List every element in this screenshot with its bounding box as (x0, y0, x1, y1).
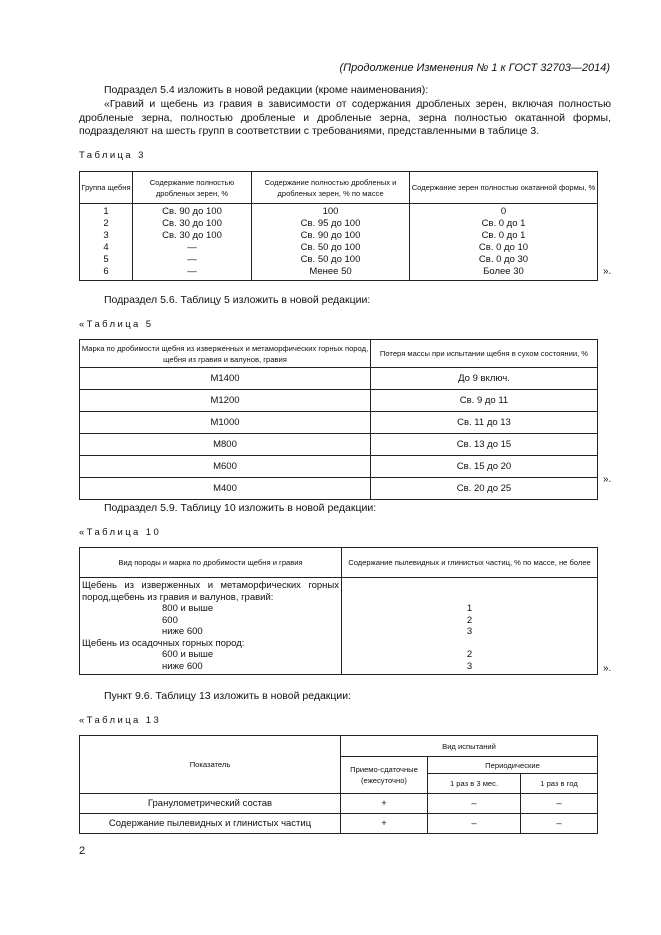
table-row (80, 814, 598, 834)
t13-header-indicator: Показатель (80, 736, 341, 794)
t10-value: 2 (466, 614, 473, 626)
t5-grade: М600 (80, 456, 371, 478)
page-number: 2 (79, 845, 86, 857)
t13-3-months: – (428, 794, 521, 814)
t10-group-sedimentary: Щебень из осадочных горных пород: (82, 637, 245, 649)
table-row (80, 368, 598, 390)
t13-year: – (521, 814, 598, 834)
t10-item: 600 и выше (162, 649, 214, 660)
t5-loss: Св. 15 до 20 (371, 456, 598, 478)
t10-item: 600 (162, 614, 178, 626)
t13-3-months: – (428, 814, 521, 834)
table-row (80, 456, 598, 478)
t13-header-acceptance: Приемо-сдаточные (ежесуточно) (341, 757, 428, 794)
t10-value: 3 (466, 626, 473, 637)
table-row (80, 434, 598, 456)
t10-header-content: Содержание пылевидных и глинистых частиц, % по массе, не более (342, 548, 598, 578)
t13-header-year: 1 раз в год (521, 774, 598, 794)
t5-grade: М400 (80, 478, 371, 500)
t5-end-quote: ». (603, 474, 612, 485)
t3-header-crushed: Содержание полностью дробленых и дробленых зерен, % по массе (252, 172, 410, 204)
t5-grade: М1400 (80, 368, 371, 390)
t10-value: 3 (466, 660, 473, 672)
table-13-caption: «Таблица 13 (79, 715, 162, 726)
t10-value: 2 (466, 649, 473, 660)
t13-year: – (521, 794, 598, 814)
t10-item: 800 и выше (162, 603, 214, 614)
t13-header-periodic: Периодические (428, 757, 598, 774)
t5-loss: Св. 13 до 15 (371, 434, 598, 456)
t13-acceptance: + (341, 794, 428, 814)
table-3-caption: Таблица 3 (79, 150, 146, 161)
table-row (80, 390, 598, 412)
paragraph-5-4: Подраздел 5.4 изложить в новой редакции (кроме наименования): (104, 84, 429, 96)
t5-loss: Св. 20 до 25 (371, 478, 598, 500)
t10-item: ниже 600 (162, 626, 203, 637)
paragraph-5-9: Подраздел 5.9. Таблицу 10 изложить в новой редакции: (104, 502, 377, 514)
t13-indicator: Содержание пылевидных и глинистых частиц (80, 814, 341, 834)
t13-indicator: Гранулометрический состав (80, 794, 341, 814)
t5-header-grade: Марка по дробимости щебня из изверженных и метаморфических горных пород, щебня из гравия и валунов, гравия (80, 340, 371, 368)
quote-paragraph: «Гравий и щебень из гравия в зависимости от содержания дробленых зерен, включая полностью дробленые зерна, полностью дробленые и дробленые зерна, зерна полностью окатанной формы, подразделяют на шесть групп в соответствии с требованиями, представленными в таблице 3. (79, 98, 611, 137)
t5-loss: До 9 включ. (371, 368, 598, 390)
t13-header-3-months: 1 раз в 3 мес. (428, 774, 521, 794)
t3-header-group: Группа щебня (80, 172, 133, 204)
t3-groups: 1 2 3 4 5 6 (80, 204, 133, 281)
t3-header-full: Содержание полностью дробленых зерен, % (133, 172, 252, 204)
t10-value: 1 (466, 603, 473, 614)
table-10-caption: «Таблица 10 (79, 527, 162, 538)
table-3 (79, 171, 598, 281)
t5-loss: Св. 11 до 13 (371, 412, 598, 434)
paragraph-9-6: Пункт 9.6. Таблицу 13 изложить в новой редакции: (104, 690, 352, 702)
t5-grade: М800 (80, 434, 371, 456)
t10-end-quote: ». (603, 663, 612, 674)
t10-group-igneous: Щебень из изверженных и метаморфических горных пород,щебень из гравия и валунов, гравий: (82, 580, 339, 603)
table-row (80, 412, 598, 434)
t3-full: Св. 90 до 100 Св. 30 до 100 Св. 30 до 100 — — — (133, 204, 252, 281)
t3-end-quote: ». (603, 266, 612, 277)
t3-header-rounded: Содержание зерен полностью окатанной формы, % (410, 172, 598, 204)
t13-header-test-type: Вид испытаний (341, 736, 598, 757)
table-13 (79, 735, 598, 834)
t5-loss: Св. 9 до 11 (371, 390, 598, 412)
t10-header-type: Вид породы и марка по дробимости щебня и гравия (80, 548, 342, 578)
t3-rounded: 0 Св. 0 до 1 Св. 0 до 1 Св. 0 до 10 Св. 0 до 30 Более 30 (410, 204, 598, 281)
t3-crushed: 100 Св. 95 до 100 Св. 90 до 100 Св. 50 до 100 Св. 50 до 100 Менее 50 (252, 204, 410, 281)
table-row (80, 478, 598, 500)
paragraph-5-6: Подраздел 5.6. Таблицу 5 изложить в новой редакции: (104, 294, 371, 306)
table-5 (79, 339, 598, 500)
t13-acceptance: + (341, 814, 428, 834)
t5-grade: М1000 (80, 412, 371, 434)
t5-grade: М1200 (80, 390, 371, 412)
page-header: (Продолжение Изменения № 1 к ГОСТ 32703—2014) (339, 62, 610, 74)
t5-header-loss: Потеря массы при испытании щебня в сухом состоянии, % (371, 340, 598, 368)
table-row (80, 794, 598, 814)
table-10 (79, 547, 598, 675)
t10-item: ниже 600 (162, 660, 203, 672)
table-5-caption: «Таблица 5 (79, 319, 154, 330)
